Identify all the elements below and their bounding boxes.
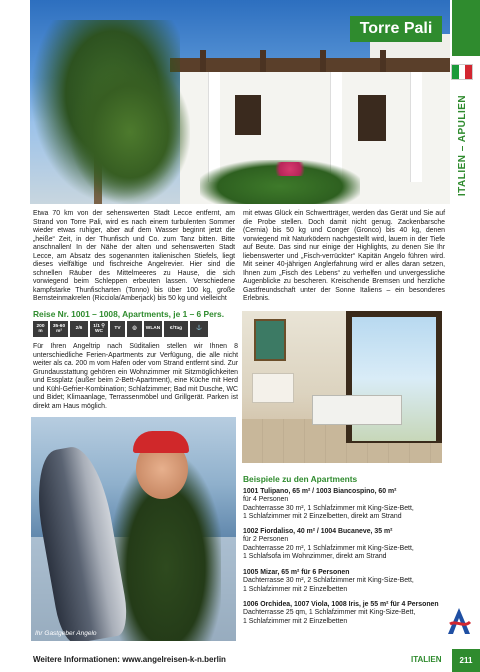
apartment-line: Dachterrasse 25 qm, 1 Schlafzimmer mit King-Size-Bett, — [243, 609, 416, 617]
tv-icon: TV — [110, 321, 125, 337]
apartment-line: 1 Schlafsofa im Wohnzimmer, direkt am Strand — [243, 553, 387, 561]
apartment-title: 1005 Mizar, 65 m² für 6 Personen — [243, 569, 350, 576]
apartment-interior-photo — [242, 311, 442, 463]
cabinet — [252, 373, 294, 403]
pillar — [410, 72, 422, 182]
apartment-line: 1 Schlafzimmer mit 2 Einzelbetten, direkt am Strand — [243, 513, 402, 521]
apartment-item — [243, 528, 447, 562]
offer-heading: Reise Nr. 1001 – 1008, Apartments, je 1 – 6 Pers. — [33, 309, 225, 319]
flowers — [270, 162, 310, 176]
intro-text-right: mit etwas Glück ein Schwertträger, werden das Gerät und Sie auf die Probe stellen. Doch damit nicht genug. Zackenbarsche (Cernia) bis 50 kg und Conger (Gronco) bis 40 kg, denen vorwiegend mit Naturködern nachgestellt wird, lauern in der Tiefe auf Beute. Das sind nur einige der Highlights, zu denen Sie Ihr liebenswerter und „Fisch-verrückter“ Kapitän Angelo führen wird. Mit seiner 40-jährigen Anglerfahrung wird er alles daran setzen, Ihnen zum „Fisch des Lebens“ zu verhelfen und unvergessliche Augenblicke zu bescheren. Kreischende Bremsen und herzliche Gastfreundschaft unter der Sonne Italiens – ein besonderes Erlebnis. — [243, 210, 445, 303]
pergola-beam — [200, 50, 206, 72]
glass-table — [312, 395, 402, 425]
region-label-text: ITALIEN – APULIEN — [457, 94, 469, 196]
side-color-tab — [452, 0, 480, 56]
wall-picture — [254, 319, 286, 361]
pergola-beam — [320, 50, 326, 72]
apartment-title: 1002 Fiordaliso, 40 m² / 1004 Bucaneve, 35 m² — [243, 528, 393, 535]
size-icon: 35-60 m² — [50, 321, 68, 337]
window — [235, 95, 261, 135]
apartment-line: Dachterrasse 30 m², 1 Schlafzimmer mit King-Size-Bett, — [243, 504, 414, 512]
washer-icon: ◎ — [127, 321, 142, 337]
pergola — [170, 58, 450, 72]
pergola-beam — [380, 50, 386, 72]
page-title: Torre Pali — [350, 16, 442, 42]
distance-icon: 200 m — [33, 321, 48, 337]
flag-stripe-green — [452, 65, 459, 79]
apartments-heading: Beispiele zu den Apartments — [243, 474, 358, 484]
apartment-title: 1006 Orchidea, 1007 Viola, 1008 Iris, je 55 m² für 4 Personen — [243, 601, 439, 608]
apartment-title: 1001 Tulipano, 65 m² / 1003 Biancospino, 60 m² — [243, 488, 397, 495]
apartment-line: 1 Schlafzimmer mit 2 Einzelbetten — [243, 585, 348, 593]
apartment-line: 1 Schlafzimmer mit 2 Einzelbetten — [243, 617, 348, 625]
italy-flag-icon — [451, 64, 473, 80]
page-number: 211 — [452, 649, 480, 672]
boat-icon: ⚓ — [190, 321, 208, 337]
intro-text-left: Etwa 70 km von der sehenswerten Stadt Lecce entfernt, am Strand von Torre Pali, wird es nach einem turbulenten Sommer wieder etwas ruhiger, aber auf dem Wasser beginnt jetzt die „heiße“ Zeit, in der Thunfisch und Co. zum Tanz bitten. Bitte anschnallen! In der Nähe der alten und sehenswerten Stadt Lecce, am Absatz des sogenannten italienischen Stiefels, liegt dieses vielfältige und fischreiche Angelrevier. Hier sind die schnellen Räuber des Mittelmeeres zu Hause, die sich vorwiegend beim Schleppen erbeuten lassen. Verschiedene kampfstarke Thunfischarten (Tonno) bis über 100 kg, große Bernsteinmakrelen (Ricciola/Amberjack) bis 50 kg und vielleicht — [33, 210, 235, 303]
window — [358, 95, 386, 141]
bathroom-icon: 1/1 ⚲ WC — [90, 321, 108, 337]
apartment-line: für 4 Personen — [243, 496, 289, 504]
amenity-icons — [33, 321, 238, 339]
flag-stripe-red — [465, 65, 472, 79]
pet-icon: €/Tag — [164, 321, 188, 337]
palm-tree — [70, 60, 190, 204]
apartment-line: Dachterrasse 20 m², 1 Schlafzimmer mit King-Size-Bett, — [243, 544, 414, 552]
pergola-beam — [260, 50, 266, 72]
apartment-item — [243, 569, 447, 594]
host-photo — [31, 417, 236, 641]
region-side-label — [452, 90, 474, 200]
flag-stripe-white — [459, 65, 466, 79]
apartment-item — [243, 488, 447, 522]
persons-icon: 2/6 — [70, 321, 88, 337]
apartment-item — [243, 601, 447, 626]
footer-info[interactable]: Weitere Informationen: www.angelreisen-k-n.berlin — [33, 655, 226, 664]
apartment-line: für 2 Personen — [243, 536, 289, 544]
offer-description: Für Ihren Angeltrip nach Süditalien stellen wir Ihnen 8 unterschiedliche Ferien-Apartments zur Verfügung, die alle nicht weiter als ca. 200 m vom Hafen oder vom Strand entfernt sind. Zur Grundausstattung gehören ein Wohnzimmer mit Sitzmöglichkeiten und Essplatz (außer beim 2-Bett-Apartment), eine Küche mit Herd und Kühl-Gefrier-Kombination; Schlafzimmer; Bad mit Dusche, WC und Bidet; Klimaanlage, Terrassenmöbel und Grillgerät. Parken ist direkt am Haus möglich. — [33, 343, 238, 410]
footer-section: ITALIEN — [411, 655, 442, 664]
publisher-logo-icon — [446, 606, 472, 636]
photo-caption: Ihr Gastgeber Angelo — [35, 630, 97, 637]
wifi-icon: WLAN — [144, 321, 162, 337]
apartment-line: Dachterrasse 30 m², 2 Schlafzimmer mit King-Size-Bett, — [243, 577, 414, 585]
red-cap — [133, 431, 189, 453]
